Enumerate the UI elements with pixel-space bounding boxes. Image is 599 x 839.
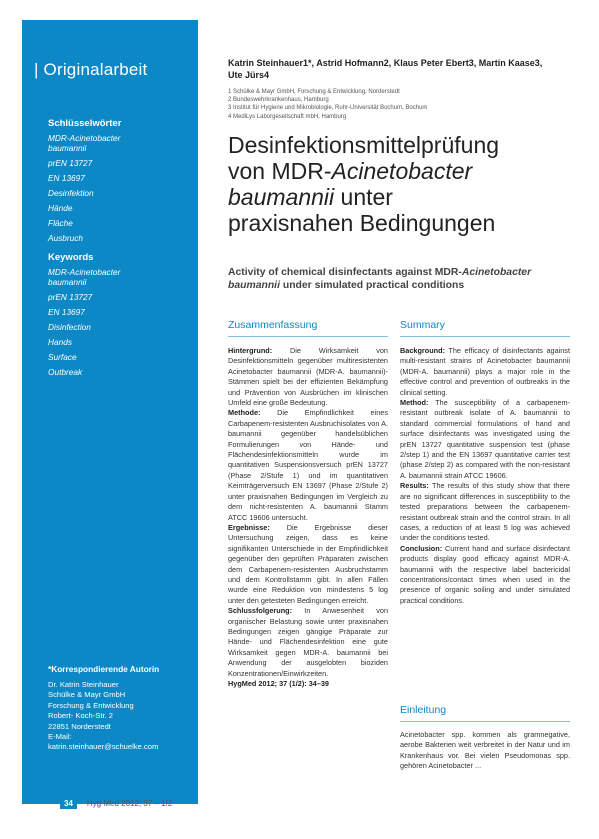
keywords-block: [48, 252, 138, 382]
keyword-item: Ausbruch: [48, 233, 84, 243]
heading-summary: Summary: [400, 319, 445, 331]
paragraph: The susceptibility of a carbapenem-resistant outbreak isolate of A. baumannii to standard commercial formulations of hand and surface disinfectants was investigated using the prEN 13727 quantitative suspension test (phase 2/step 1) and the EN 13697 quantitative carrier test (phase 2/step 2) as compared with the non-resistant A. baumannii strain ATCC 19606.: [400, 398, 570, 480]
article-subtitle: [228, 266, 578, 292]
keyword-item: Fläche: [48, 218, 73, 228]
keyword-item: Disinfection: [48, 322, 91, 332]
section-heading: | Originalarbeit: [34, 60, 147, 80]
correspondence-line: Dr. Katrin Steinhauer: [48, 680, 119, 689]
keyword-item: EN 13697: [48, 173, 85, 183]
keyword-item: Surface: [48, 352, 77, 362]
author-list: Katrin Steinhauer1*, Astrid Hofmann2, Klaus Peter Ebert3, Martin Kaase3, Ute Jürs4: [228, 58, 543, 80]
keyword-item: MDR-Acinetobacter baumannii: [48, 267, 121, 287]
title-text: von MDR-: [228, 158, 332, 184]
paragraph: In Anwesenheit von organischer Belastung sowie unter praxisnahen Bedingungen zeigen gängige Präparate zur Hände- und Flächendesinfektion eine gute Wirksamkeit gegen MDR-A. baumannii bei Anwendung der ausgelobten bioziden Konzentrationen/Einwirkzeiten.: [228, 606, 388, 678]
affiliation-line: 3 Institut für Hygiene und Mikrobiologie, Ruhr-Universität Bochum, Bochum: [228, 105, 428, 112]
zusammenfassung-text: [228, 346, 388, 689]
correspondence-line: E-Mail:: [48, 732, 72, 742]
label: Schlussfolgerung:: [228, 606, 293, 616]
keyword-item: EN 13697: [48, 307, 85, 317]
keyword-item: Outbreak: [48, 367, 83, 377]
label: Methode:: [228, 408, 261, 418]
keyword-item: Hands: [48, 337, 72, 347]
paragraph: The efficacy of disinfectants against multi-resistant strains of Acinetobacter baumannii (MDR-A. baumannii) plays a major role in the effective control and prevention of outbreaks in the clinical setting.: [400, 346, 570, 397]
section-rule: [400, 721, 570, 722]
affiliation-line: 1 Schülke & Mayr GmbH, Forschung & Entwicklung, Norderstedt: [228, 89, 400, 95]
einleitung-text: Acinetobacter spp. kommen als gramnegative, aerobe Bakterien weit verbreitet in der Natur und im Krankenhaus vor. Bei vielen Pseudomonas spp. gehören Acinetobacter ...: [400, 730, 570, 771]
label: Method:: [400, 398, 429, 408]
keyword-item: Desinfektion: [48, 188, 94, 198]
correspondence-line: 22851 Norderstedt: [48, 721, 111, 731]
keyword-item: MDR-Acinetobacter baumannii: [48, 133, 121, 153]
section-rule: [400, 336, 570, 337]
correspondence-title: *Korrespondierende Autorin: [48, 664, 160, 674]
correspondence-email[interactable]: katrin.steinhauer@schuelke.com: [48, 742, 159, 752]
paragraph: Die Ergebnisse dieser Untersuchung zeigen, dass es keine signifikanten Unterschiede in der Empfindlichkeit gegenüber den geprüften Präparaten zwischen dem Carbapenem-resistenten Ausbruchstamm und dem Kontrollstamm gibt. In allen Fällen wurde eine Reduktion von mindestens 5 log unter den getesteten Bedingungen erreicht.: [228, 522, 388, 605]
summary-text: [400, 346, 570, 606]
heading-einleitung: Einleitung: [400, 704, 447, 716]
subtitle-text: Activity of chemical disinfectants against MDR-: [228, 267, 462, 278]
label: Background:: [400, 346, 445, 355]
correspondence-line: Robert- Koch-Str. 2: [48, 711, 113, 721]
label: Hintergrund:: [228, 346, 273, 355]
label: Results:: [400, 481, 429, 491]
label: Conclusion:: [400, 543, 443, 553]
heading-zusammenfassung: Zusammenfassung: [228, 319, 318, 331]
correspondence-block: [48, 664, 198, 753]
article-title: [228, 132, 588, 236]
paragraph: Die Wirksamkeit von Desinfektionsmitteln gegenüber multiresistenten Acinetobacter baumannii (MDR-A. baumannii)-Stämmen spielt bei der effizienten Bekämpfung und Prävention von Ausbrüchen im klinischen Umfeld eine große Bedeutung.: [228, 346, 388, 408]
correspondence-line: Schülke & Mayr GmbH: [48, 690, 126, 700]
title-italic: Acinetobacter: [331, 158, 473, 184]
subtitle-text: under simulated practical conditions: [279, 280, 465, 291]
schluesselwoerter-block: [48, 118, 138, 248]
title-italic: baumannii: [228, 184, 335, 210]
keyword-item: Hände: [48, 203, 73, 213]
paragraph: Die Empfindlichkeit eines Carbapenem-resistenten Ausbruchisolates von A. baumannii gegenüber handelsüblichen Formulierungen von Hände- und Flächendesinfektionsmitteln wurde im quantitativen Suspensionsversuch prEN 13727 (Phase 2/Stufe 1) und im quantitativen Keimträgerversuch EN 13697 (Phase 2/Stufe 2) unter praxisnahen Bedingungen im Vergleich zu dem nicht-resistenten A. baumannii Stamm ATCC 19606 untersucht.: [228, 408, 388, 522]
affiliation-line: 2 Bundeswehrkrankenhaus, Hamburg: [228, 97, 329, 104]
label: Ergebnisse:: [228, 522, 270, 532]
paragraph: The results of this study show that there are no significant differences in susceptibility to the tested preparations between the carbapenem-resistant outbreak strain and the control strain. In all cases, a reduction of at least 5 log was achieved under the conditions tested.: [400, 481, 570, 543]
page-number: 34: [60, 798, 77, 809]
paragraph: Current hand and surface disinfectant products display good efficacy against MDR-A. baumannii with the respective label bactericidal concentrations/contact times when used in the presence of organic soiling and under simulated practical conditions.: [400, 543, 570, 605]
sidebar-panel: [22, 20, 198, 804]
affiliation-line: 4 MediLys Laborgesellschaft mbH, Hamburg: [228, 113, 347, 120]
keyword-item: prEN 13727: [48, 158, 93, 168]
keywords-title: Keywords: [48, 252, 94, 263]
keyword-item: prEN 13727: [48, 292, 93, 302]
subtitle-italic: Acinetobacter baumannii: [228, 267, 532, 291]
schluesselwoerter-title: Schlüsselwörter: [48, 118, 122, 129]
title-line: [228, 158, 588, 184]
title-line: [228, 184, 588, 210]
title-line: Desinfektionsmittelprüfung: [228, 132, 500, 158]
title-text: unter: [334, 184, 393, 210]
title-line: praxisnahen Bedingungen: [228, 210, 496, 236]
citation: HygMed 2012; 37 (1/2): 34–39: [228, 679, 329, 688]
section-rule: [228, 336, 388, 337]
journal-citation: Hyg Med 2012; 37 – 1/2: [86, 799, 173, 808]
page-footer: [60, 798, 172, 809]
correspondence-line: Forschung & Entwicklung: [48, 700, 134, 710]
affiliations: [228, 88, 548, 121]
